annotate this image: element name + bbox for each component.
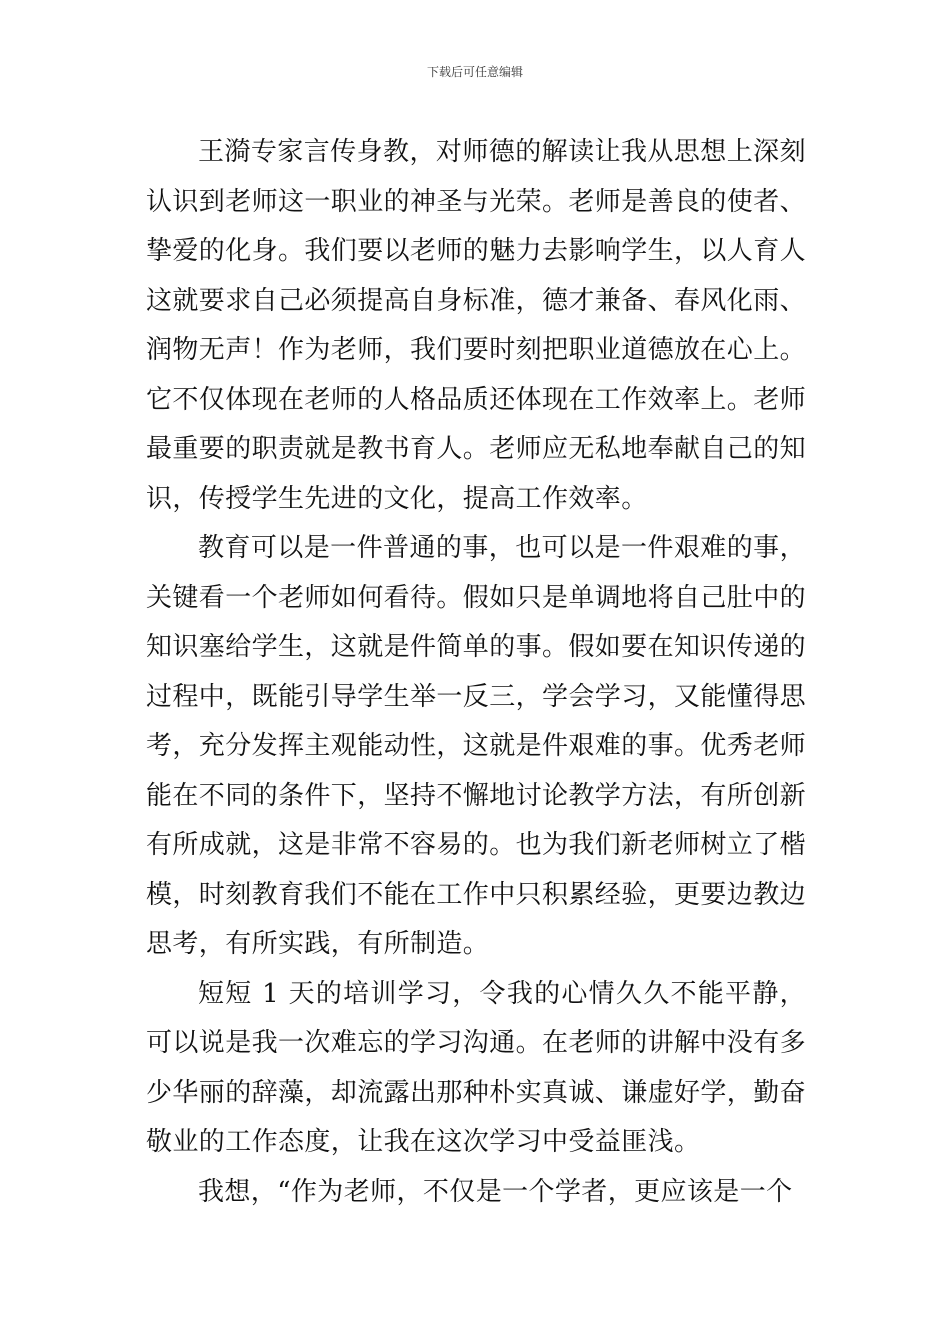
paragraph-3: 短短 1 天的培训学习，令我的心情久久不能平静，可以说是我一次难忘的学习沟通。在老师的讲解中没有多少华丽的辞藻，却流露出那种朴实真诚、谦虚好学，勤奋敬业的工作态度，让我在这次学习中受益匪浅。 xyxy=(146,978,807,1157)
paragraph-2: 教育可以是一件普通的事，也可以是一件艰难的事，关键看一个老师如何看待。假如只是单调地将自己肚中的知识塞给学生，这就是件简单的事。假如要在知识传递的过程中，既能引导学生举一反三，学会学习，又能懂得思考，充分发挥主观能动性，这就是件艰难的事。优秀老师能在不同的条件下，坚持不懈地讨论教学方法，有所创新有所成就，这是非常不容易的。也为我们新老师树立了楷模，时刻教育我们不能在工作中只积累经验，更要边教边思考，有所实践，有所制造。 xyxy=(146,533,807,959)
paragraph-4: 我想，“作为老师，不仅是一个学者，更应该是一个 xyxy=(198,1176,793,1207)
header-note: 下载后可任意编辑 xyxy=(426,65,523,79)
paragraph-1: 王漪专家言传身教，对师德的解读让我从思想上深刻认识到老师这一职业的神圣与光荣。老师是善良的使者、挚爱的化身。我们要以老师的魅力去影响学生，以人育人这就要求自己必须提高自身标准，德才兼备、春风化雨、润物无声！作为老师，我们要时刻把职业道德放在心上。它不仅体现在老师的人格品质还体现在工作效率上。老师最重要的职责就是教书育人。老师应无私地奉献自己的知识，传授学生先进的文化，提高工作效率。 xyxy=(146,137,807,514)
document-body xyxy=(146,128,806,1217)
